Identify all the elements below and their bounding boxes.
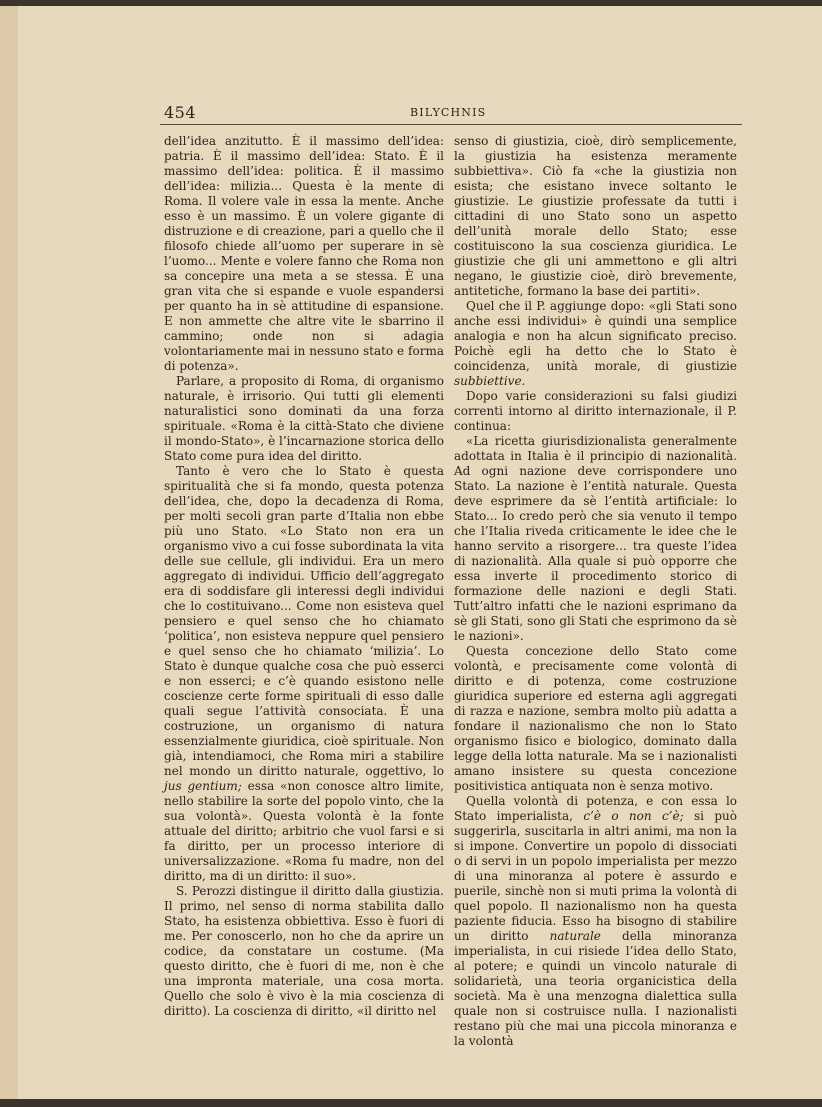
page-edge [0,6,18,1099]
paragraph-text: Quel che il P. aggiunge dopo: «gli Stati sono anche essi individui» è quindi una semplice analogia e non ha alcun significato preciso. Poichè egli ha detto che lo Stato è coincidenza, unità morale, di giustizie [454,299,737,373]
paragraph: senso di giustizia, cioè, dirò semplicemente, la giustizia ha esistenza meramente subbiettiva». Ciò fa «che la giustizia non esista; che esistano invece soltanto le giustizie. Le giustizie professate da tutti i cittadini di uno Stato sono un aspetto dell’unità morale dello Stato; esse costituiscono la sua coscienza giuridica. Le giustizie che gli uni ammettono e gli altri negano, le giustizie cioè, dirò brevemente, antitetiche, formano la base dei partiti». [454,134,737,298]
paragraph: Questa concezione dello Stato come volontà, e precisamente come volontà di diritto e di potenza, come costruzione giuridica superiore ed esterna agli aggregati di razza e nazione, sembra molto più adatta a fondare il nazionalismo che non lo Stato organismo fisico e biologico, dominato dalla legge della lotta naturale. Ma se i nazionalisti amano insistere su questa concezione positivistica antiquata non è senza motivo. [454,644,737,793]
italic-text: subbiettive. [454,374,526,388]
italic-text: jus gentium; [164,779,242,793]
paragraph-text: si può suggerirla, suscitarla in altri animi, ma non la si impone. Convertire un popolo di dissociati o di servi in un popolo imperialista per mezzo di una minoranza al potere è assurdo e puerile, sinchè non si muti prima la volontà di quel popolo. Il nazionalismo non ha questa paziente fiducia. Esso ha bisogno di stabilire un diritto [454,809,737,943]
scan-border-top [0,0,822,6]
paragraph [164,464,444,884]
paragraph-text: della minoranza imperialista, in cui risiede l’idea dello Stato, al potere; e quindi un vincolo naturale di solidarietà, una teoria organicistica della società. [454,929,737,1003]
italic-text: naturale [549,929,601,943]
paragraph-text: Ma è una menzogna dialettica sulla quale non si costruisce nulla. I nazionalisti restano più che mai una piccola minoranza e la volontà [454,989,737,1048]
left-column [164,134,444,1019]
italic-text: c’è o non c’è; [583,809,684,823]
header-rule [160,124,742,125]
page-number: 454 [164,103,197,122]
paragraph [454,299,737,389]
paragraph: dell’idea anzitutto. È il massimo dell’idea: patria. È il massimo dell’idea: Stato. È il massimo dell’idea: politica. È il massimo dell’idea: milizia... Questa è la mente di Roma. Il volere vale in essa la mente. Anche esso è un massimo. È un volere gigante di distruzione e di creazione, pari a quello che il filosofo chiede all’uomo per superare in sè l’uomo... Mente e volere fanno che Roma non sa concepire una meta a se stessa. È una gran vita che si espande e vuole espandersi per quanto ha in sè attitudine di espansione. E non ammette che altre vite le sbarrino il cammino; onde non si adagia volontariamente mai in nessuno stato e forma di potenza». [164,134,444,373]
paragraph-text: essa «non conosce altro limite, nello stabilire la sorte del popolo vinto, che la sua volontà». Questa volontà è la fonte attuale del diritto; arbitrio che vuol farsi e si fa diritto, per un processo interiore di universalizzazione. «Roma fu madre, non del diritto, ma di un diritto: il suo». [164,779,444,883]
paragraph: Dopo varie considerazioni su falsi giudizi correnti intorno al diritto internazionale, il P. continua: [454,389,737,433]
paragraph: S. Perozzi distingue il diritto dalla giustizia. Il primo, nel senso di norma stabilita dallo Stato, ha esistenza obbiettiva. Esso è fuori di me. Per conoscerlo, non ho che da aprire un codice, da constatare un costume. (Ma questo diritto, che è fuori di me, non è che una impronta materiale, una cosa morta. Quello che solo è vivo è la mia coscienza di diritto). La coscienza di diritto, «il diritto nel [164,884,444,1018]
paragraph: «La ricetta giurisdizionalista generalmente adottata in Italia è il principio di nazionalità. Ad ogni nazione deve corrispondere uno Stato. La nazione è l’entità naturale. Questa deve esprimere da sè l’entità artificiale: lo Stato... Io credo però che sia venuto il tempo che l’Italia riveda criticamente le idee che le hanno servito a risorgere... tra queste l’idea di nazionalità. Alla quale si può opporre che essa inverte il procedimento storico di formazione delle nazioni e degli Stati. Tutt’altro infatti che le nazioni esprimano da sè gli Stati, sono gli Stati che esprimono da sè le nazioni». [454,434,737,643]
paragraph-text: Quella volontà di potenza, e con essa lo Stato imperialista, [454,794,737,823]
paragraph: Parlare, a proposito di Roma, di organismo naturale, è irrisorio. Qui tutti gli elementi naturalistici sono dominati da una forza spirituale. «Roma è la città-Stato che diviene il mondo-Stato», è l’incarnazione storica dello Stato come pura idea del diritto. [164,374,444,463]
scan-border-bottom [0,1099,822,1107]
running-head: BILYCHNIS [410,106,487,119]
paragraph-text: Tanto è vero che lo Stato è questa spiritualità che si fa mondo, questa potenza dell’idea, che, dopo la decadenza di Roma, per molti secoli gran parte d’Italia non ebbe più uno Stato. «Lo Stato non era un organismo vivo a cui fosse subordinata la vita delle sue cellule, gli individui. Era un mero aggregato di individui. Ufficio dell’aggregato era di soddisfare gli interessi degli individui che lo costituivano... Come non esisteva quel pensiero e quel senso che ho chiamato ‘politica’, non esisteva neppure quel pensiero e quel senso che ho chiamato ‘milizia’. Lo Stato è dunque qualche cosa che può esserci e non esserci; e c’è quando esistono nelle coscienze certe forme spirituali di esso dalle quali segue l’attività consociata. È una costruzione, un organismo di natura essenzialmente giuridica, cioè spirituale. Non già, intendiamoci, che Roma miri a stabilire nel mondo un diritto naturale, oggettivo, lo [164,464,444,778]
right-column [454,134,737,1049]
paragraph [454,794,737,1049]
